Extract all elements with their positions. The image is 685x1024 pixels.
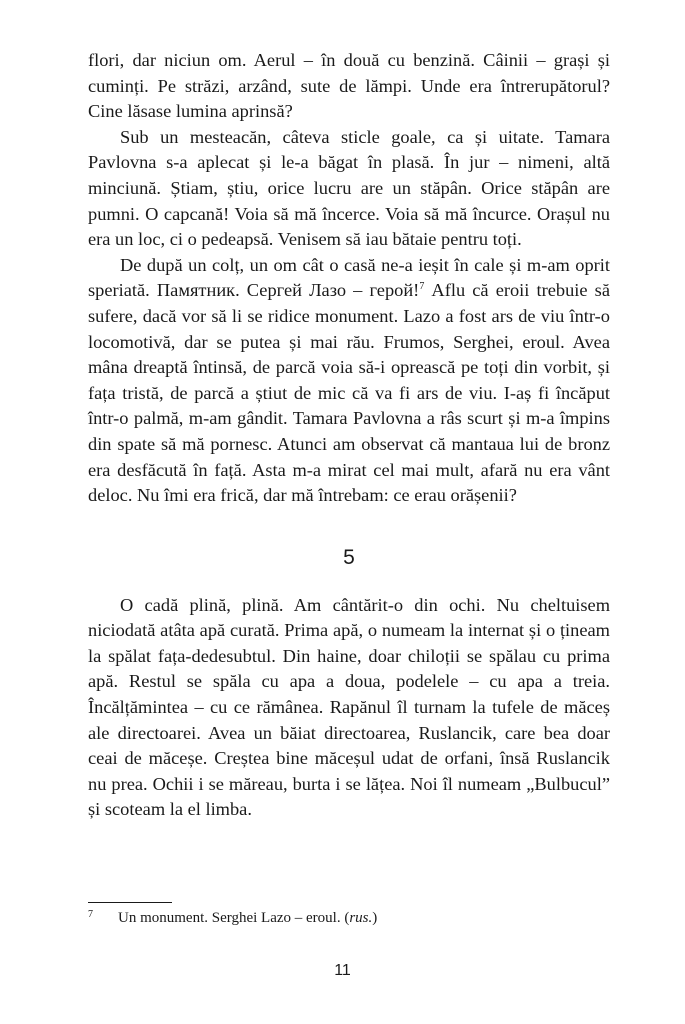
monument-text-start: De după un colț, un om cât o casă ne-a ieșit în cale și m-am oprit speriată. Памятник. Сергей Лазо – герой! — [88, 254, 610, 301]
footnote-text-end: ) — [372, 910, 378, 926]
monument-text-end: Aflu că eroii trebuie să sufere, dacă vor să li se ridice monument. Lazo a fost ars de viu într-o locomotivă, dar se putea și mai rău. Frumos, Serghei, eroul. Avea mâna dreaptă întinsă, de parcă voia să-i oprească pe toți din vorbit, și fața tristă, de parcă a știut de mic că va fi ars de viu. I-aș fi încăput într-o palmă, m-am gândit. Tamara Pavlovna a râs scurt și m-a împins din spate să mă pornesc. Atunci am observat că mantaua lui de bronz era desfăcută în față. Asta m-a mirat cel mai mult, afară nu era vânt deloc. Nu îmi era frică, dar mă întrebam: ce erau orășenii? — [88, 280, 610, 506]
paragraph-monument — [88, 253, 610, 509]
footnote-reference[interactable]: 7 — [419, 281, 425, 293]
page-number: 11 — [334, 962, 351, 979]
footnote: 7 Un monument. Serghei Lazo – eroul. (rus.) — [88, 909, 378, 926]
footnote-divider — [88, 902, 172, 903]
section-heading: 5 — [343, 545, 355, 569]
paragraph-continued: flori, dar niciun om. Aerul – în două cu benzină. Câinii – grași și cuminți. Pe străzi, arzând, sute de lămpi. Unde era întrerupătorul? Cine lăsase lumina aprinsă? — [88, 50, 610, 122]
footnote-italic: rus. — [349, 910, 373, 926]
page-body — [88, 48, 610, 823]
paragraph-birch: Sub un mesteacăn, câteva sticle goale, ca și uitate. Tamara Pavlovna s-a aplecat și le-a băgat în plasă. În jur – nimeni, altă minciună. Știam, știu, orice lucru are un stăpân. Orice stăpân are pumni. O capcană! Voia să mă încerce. Voia să mă încurce. Orașul nu era un loc, ci o pedeapsă. Venisem să iau bătaie pentru toți. — [88, 126, 610, 250]
paragraph-bathtub: O cadă plină, plină. Am cântărit-o din ochi. Nu cheltuisem niciodată atâta apă curată. Prima apă, o numeam la internat și o țineam la spălat fața-dedesubtul. Din haine, doar chiloții se spălau cu prima apă. Restul se spăla cu apa a doua, podelele – cu apa a treia. Încălțămintea – cu ce rămânea. Rapănul îl turnam la tufele de măceș ale directoarei. Avea un băiat directoarea, Ruslancik, care bea doar ceai de măceșe. Creștea bine măceșul udat de orfani, însă Ruslancik nu prea. Ochii i se măreau, burta i se lățea. Noi îl numeam „Bulbucul” și scoteam la el limba. — [88, 594, 610, 820]
footnote-text: Un monument. Serghei Lazo – eroul. ( — [118, 910, 350, 926]
